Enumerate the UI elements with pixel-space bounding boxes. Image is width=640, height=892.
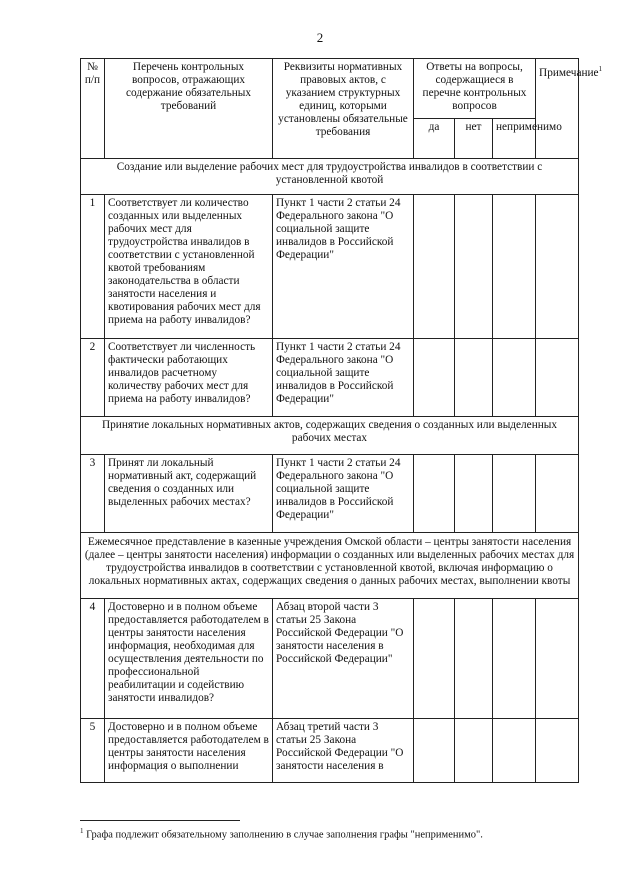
checklist-table [80,58,603,783]
answer-yes-cell[interactable] [414,339,455,417]
section-title: Принятие локальных нормативных актов, содержащих сведения о созданных или выделенных рабочих местах [81,417,579,455]
answer-na-cell[interactable] [493,195,536,339]
header-question: Перечень контрольных вопросов, отражающих содержание обязательных требований [105,59,273,159]
answer-no-cell[interactable] [455,195,493,339]
row-number: 3 [81,455,105,533]
answer-no-cell[interactable] [455,599,493,719]
answer-yes-cell[interactable] [414,455,455,533]
header-answer-yes: да [414,119,455,159]
table-row [81,599,579,719]
row-question: Соответствует ли количество созданных или выделенных рабочих мест для трудоустройства инвалидов в соответствии с установленной квотой требованиям законодательства в области занятости населения и квотирования рабочих мест для приема на работу инвалидов? [105,195,273,339]
footnote [80,827,483,841]
row-requisites: Абзац третий части 3 статьи 25 Закона Российской Федерации "О занятости населения в [273,719,414,783]
header-num: № п/п [81,59,105,159]
row-question: Принят ли локальный нормативный акт, содержащий сведения о созданных или выделенных рабочих местах? [105,455,273,533]
header-note-label: Примечание [539,66,599,79]
answer-na-cell[interactable] [493,339,536,417]
row-question: Достоверно и в полном объеме предоставляется работодателем в центры занятости населения информация о выполнении [105,719,273,783]
row-requisites: Пункт 1 части 2 статьи 24 Федерального закона "О социальной защите инвалидов в Российской Федерации" [273,195,414,339]
row-number: 1 [81,195,105,339]
answer-no-cell[interactable] [455,339,493,417]
section-title: Создание или выделение рабочих мест для трудоустройства инвалидов в соответствии с установленной квотой [81,159,579,195]
row-requisites: Пункт 1 части 2 статьи 24 Федерального закона "О социальной защите инвалидов в Российской Федерации" [273,339,414,417]
table-row [81,719,579,783]
row-question: Соответствует ли численность фактически работающих инвалидов расчетному количеству рабочих мест для приема на работу инвалидов? [105,339,273,417]
answer-no-cell[interactable] [455,455,493,533]
header-note-sup: 1 [598,65,603,73]
row-number: 4 [81,599,105,719]
answer-na-cell[interactable] [493,455,536,533]
row-number: 2 [81,339,105,417]
answer-yes-cell[interactable] [414,195,455,339]
header-note [536,59,603,159]
row-requisites: Пункт 1 части 2 статьи 24 Федерального закона "О социальной защите инвалидов в Российской Федерации" [273,455,414,533]
section-title: Ежемесячное представление в казенные учреждения Омской области – центры занятости населения (далее – центры занятости населения) информации о созданных или выделенных рабочих местах для трудоустройства инвалидов в соответствии с установленной квотой, включая информацию о локальных нормативных актах, содержащих сведения о данных рабочих местах, выполнении квоты [81,533,579,599]
answer-yes-cell[interactable] [414,599,455,719]
row-question: Достоверно и в полном объеме предоставляется работодателем в центры занятости населения информация, необходимая для осуществления деятельности по профессиональной реабилитации и содействию занятости инвалидов? [105,599,273,719]
answer-na-cell[interactable] [493,719,536,783]
table-row [81,455,579,533]
table-row [81,195,579,339]
header-answer-na: неприменимо [493,119,536,159]
table-row [81,339,579,417]
header-requisites: Реквизиты нормативных правовых актов, с указанием структурных единиц, которыми установлены обязательные требования [273,59,414,159]
footnote-divider [80,820,240,821]
note-cell[interactable] [536,719,579,783]
row-requisites: Абзац второй части 3 статьи 25 Закона Российской Федерации "О занятости населения в Российской Федерации" [273,599,414,719]
note-cell[interactable] [536,195,579,339]
answer-no-cell[interactable] [455,719,493,783]
answer-na-cell[interactable] [493,599,536,719]
header-answer-no: нет [455,119,493,159]
note-cell[interactable] [536,599,579,719]
answer-yes-cell[interactable] [414,719,455,783]
header-answers: Ответы на вопросы, содержащиеся в перечне контрольных вопросов [414,59,536,119]
footnote-text: Графа подлежит обязательному заполнению в случае заполнения графы "неприменимо". [86,829,483,841]
footnote-marker: 1 [80,827,84,835]
note-cell[interactable] [536,339,579,417]
note-cell[interactable] [536,455,579,533]
page-number: 2 [316,30,324,45]
row-number: 5 [81,719,105,783]
